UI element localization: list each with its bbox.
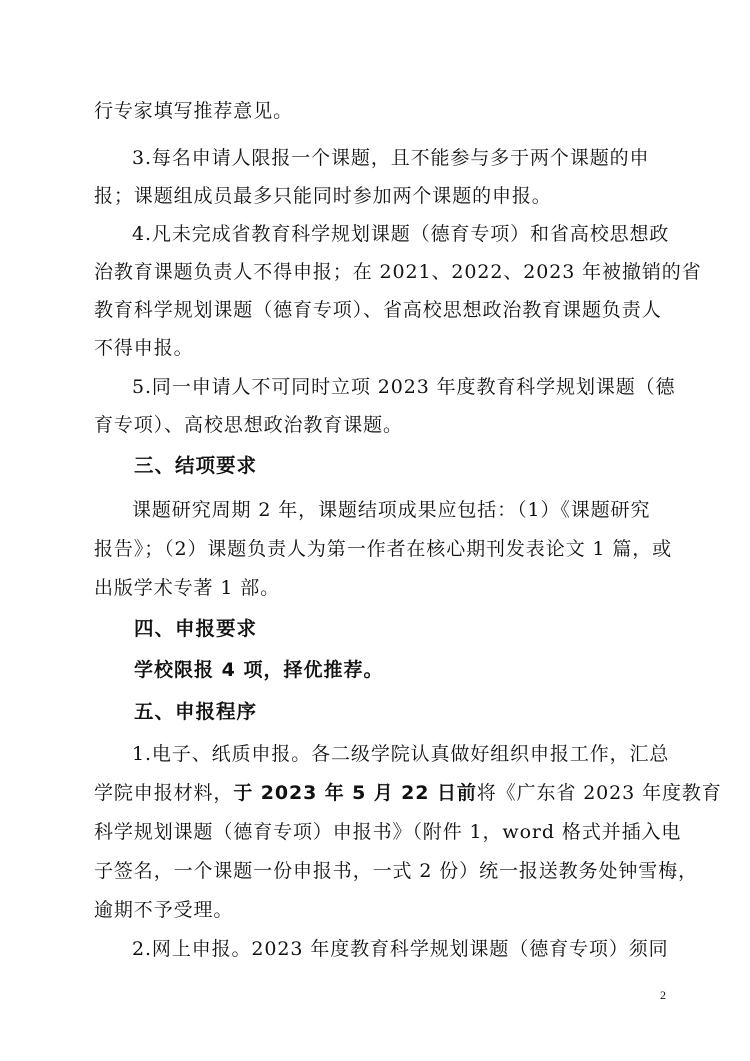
item-4-line-2: 治教育课题负责人不得申报；在 2021、2022、2023 年被撤销的省 bbox=[94, 261, 702, 283]
section-5-line-6: 2.网上申报。2023 年度教育科学规划课题（德育专项）须同 bbox=[132, 938, 669, 960]
item-3-line-1: 3.每名申请人限报一个课题，且不能参与多于两个课题的申 bbox=[132, 147, 650, 169]
section-5-line-4: 子签名，一个课题一份申报书，一式 2 份）统一报送教务处钟雪梅， bbox=[94, 860, 698, 882]
item-3-line-2: 报；课题组成员最多只能同时参加两个课题的申报。 bbox=[94, 185, 552, 207]
section-5-line-5: 逾期不予受理。 bbox=[94, 899, 234, 921]
page-number: 2 bbox=[660, 988, 666, 1002]
section-3-line-1: 课题研究周期 2 年，课题结项成果应包括：（1）《课题研究 bbox=[132, 499, 651, 521]
item-4-line-3: 教育科学规划课题（德育专项）、省高校思想政治教育课题负责人 bbox=[94, 299, 662, 321]
item-4-line-1: 4.凡未完成省教育科学规划课题（德育专项）和省高校思想政 bbox=[132, 223, 670, 245]
item-5-line-1: 5.同一申请人不可同时立项 2023 年度教育科学规划课题（德 bbox=[132, 376, 676, 398]
section-heading-4: 四、申报要求 bbox=[134, 617, 258, 640]
item-5-line-2: 育专项）、高校思想政治教育课题。 bbox=[94, 414, 403, 436]
section-5-line-2-pre: 学院申报材料， bbox=[94, 782, 234, 804]
section-5-line-3: 科学规划课题（德育专项）申报书》（附件 1，word 格式并插入电 bbox=[94, 821, 682, 843]
section-heading-5: 五、申报程序 bbox=[134, 700, 258, 723]
section-4-bold-line: 学校限报 4 项，择优推荐。 bbox=[134, 659, 384, 681]
section-5-line-1: 1.电子、纸质申报。各二级学院认真做好组织申报工作，汇总 bbox=[132, 743, 670, 765]
deadline-text: 于 2023 年 5 月 22 日前 bbox=[233, 782, 477, 804]
section-5-line-2 bbox=[94, 782, 722, 804]
paragraph-line: 行专家填写推荐意见。 bbox=[94, 100, 294, 122]
section-heading-3: 三、结项要求 bbox=[134, 454, 258, 477]
section-3-line-3: 出版学术专著 1 部。 bbox=[94, 577, 281, 599]
section-3-line-2: 报告》；（2）课题负责人为第一作者在核心期刊发表论文 1 篇，或 bbox=[94, 538, 673, 560]
item-4-line-4: 不得申报。 bbox=[94, 337, 194, 359]
section-5-line-2-post: 将《广东省 2023 年度教育 bbox=[476, 782, 722, 804]
